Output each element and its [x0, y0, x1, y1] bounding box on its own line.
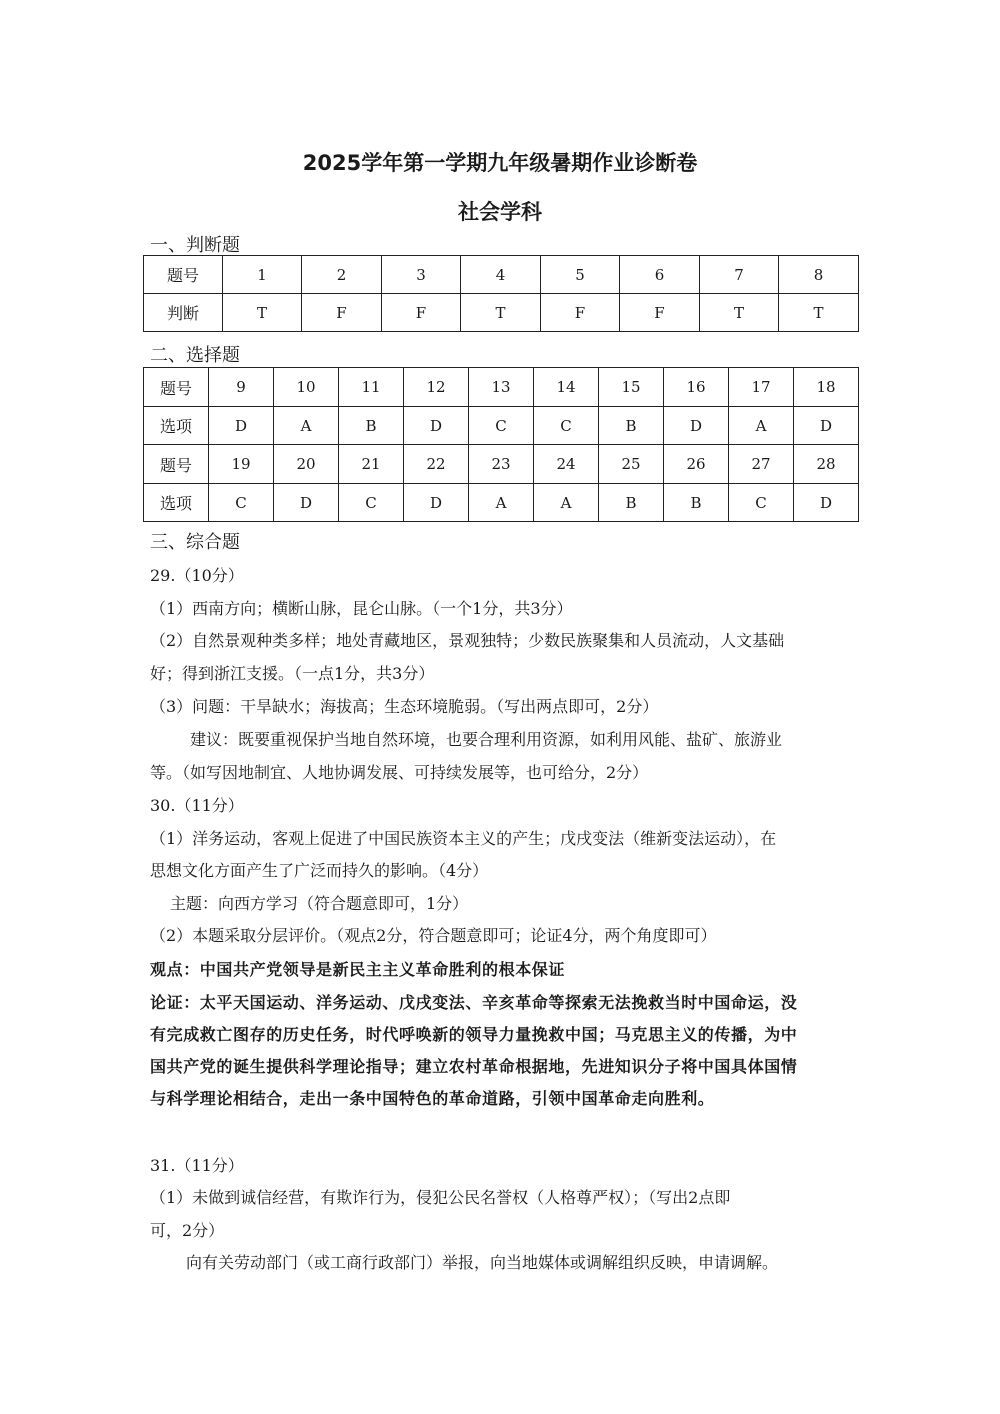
answer-cell: B — [599, 484, 664, 522]
viewpoint-line: 观点：中国共产党领导是新民主主义革命胜利的根本保证 — [150, 960, 566, 979]
answer-cell: T — [779, 294, 859, 332]
answer-cell: F — [620, 294, 700, 332]
question-number: 6 — [620, 256, 700, 294]
answer-cell: A — [274, 407, 339, 445]
answer-line: 等。（如写因地制宜、人地协调发展、可持续发展等，也可给分，2分） — [150, 763, 649, 782]
question-number: 21 — [339, 445, 404, 484]
argument-line: 与科学理论相结合，走出一条中国特色的革命道路，引领中国革命走向胜利。 — [150, 1089, 715, 1108]
q29-heading: 29.（10分） — [150, 566, 244, 585]
answer-cell: D — [664, 407, 729, 445]
answer-cell: F — [541, 294, 620, 332]
table-row — [144, 407, 859, 445]
question-number: 24 — [534, 445, 599, 484]
section-1-heading: 一、判断题 — [150, 235, 240, 256]
answer-cell: D — [404, 407, 469, 445]
row-label: 选项 — [144, 407, 209, 445]
question-number: 16 — [664, 368, 729, 407]
question-number: 5 — [541, 256, 620, 294]
question-number: 9 — [209, 368, 274, 407]
row-label: 判断 — [144, 294, 223, 332]
answer-line: 可，2分） — [150, 1221, 225, 1240]
question-number: 12 — [404, 368, 469, 407]
question-number: 22 — [404, 445, 469, 484]
question-number: 1 — [223, 256, 302, 294]
answer-line: （3）问题：干旱缺水；海拔高；生态环境脆弱。（写出两点即可，2分） — [150, 697, 659, 716]
table-row — [144, 445, 859, 484]
q30-heading: 30.（11分） — [150, 796, 244, 815]
question-number: 14 — [534, 368, 599, 407]
answer-cell: A — [729, 407, 794, 445]
question-number: 18 — [794, 368, 859, 407]
answer-cell: D — [404, 484, 469, 522]
answer-cell: A — [469, 484, 534, 522]
table-row — [144, 368, 859, 407]
answer-line: 向有关劳动部门（或工商行政部门）举报，向当地媒体或调解组织反映，申请调解。 — [186, 1253, 779, 1272]
answer-line: 建议：既要重视保护当地自然环境，也要合理利用资源，如利用风能、盐矿、旅游业 — [190, 730, 783, 749]
answer-cell: D — [209, 407, 274, 445]
answer-line: （2）本题采取分层评价。（观点2分，符合题意即可；论证4分，两个角度即可） — [150, 926, 717, 945]
page-title: 2025学年第一学期九年级暑期作业诊断卷 — [302, 151, 698, 175]
answer-cell: F — [302, 294, 382, 332]
table-row — [144, 294, 859, 332]
section-3-heading: 三、综合题 — [150, 532, 240, 553]
question-number: 3 — [382, 256, 461, 294]
answer-cell: C — [469, 407, 534, 445]
answer-line: 主题：向西方学习（符合题意即可，1分） — [170, 894, 469, 913]
argument-line: 国共产党的诞生提供科学理论指导；建立农村革命根据地，先进知识分子将中国具体国情 — [150, 1057, 798, 1076]
argument-line: 有完成救亡图存的历史任务，时代呼唤新的领导力量挽救中国；马克思主义的传播，为中 — [150, 1025, 798, 1044]
question-number: 27 — [729, 445, 794, 484]
answer-cell: C — [729, 484, 794, 522]
multiple-choice-table — [143, 367, 859, 522]
question-number: 26 — [664, 445, 729, 484]
question-number: 19 — [209, 445, 274, 484]
question-number: 13 — [469, 368, 534, 407]
question-number: 28 — [794, 445, 859, 484]
page-subtitle: 社会学科 — [458, 200, 542, 224]
answer-cell: C — [534, 407, 599, 445]
answer-cell: C — [209, 484, 274, 522]
answer-line: （1）洋务运动，客观上促进了中国民族资本主义的产生；戊戌变法（维新变法运动），在 — [150, 829, 777, 848]
argument-line: 论证：太平天国运动、洋务运动、戊戌变法、辛亥革命等探索无法挽救当时中国命运，没 — [150, 993, 798, 1012]
answer-cell: D — [794, 484, 859, 522]
answer-cell: B — [599, 407, 664, 445]
question-number: 20 — [274, 445, 339, 484]
answer-cell: B — [664, 484, 729, 522]
answer-cell: B — [339, 407, 404, 445]
section-2-heading: 二、选择题 — [150, 345, 240, 366]
question-number: 25 — [599, 445, 664, 484]
table-row — [144, 484, 859, 522]
answer-cell: D — [794, 407, 859, 445]
row-label: 选项 — [144, 484, 209, 522]
question-number: 23 — [469, 445, 534, 484]
answer-line: 好；得到浙江支援。（一点1分，共3分） — [150, 664, 435, 683]
row-label: 题号 — [144, 445, 209, 484]
true-false-table — [143, 255, 859, 332]
answer-line: （1）未做到诚信经营，有欺诈行为，侵犯公民名誉权（人格尊严权）；（写出2点即 — [150, 1188, 731, 1207]
row-label: 题号 — [144, 256, 223, 294]
question-number: 10 — [274, 368, 339, 407]
table-row — [144, 256, 859, 294]
answer-line: 思想文化方面产生了广泛而持久的影响。（4分） — [150, 861, 489, 880]
answer-cell: T — [223, 294, 302, 332]
answer-cell: C — [339, 484, 404, 522]
answer-cell: T — [700, 294, 779, 332]
question-number: 2 — [302, 256, 382, 294]
answer-cell: A — [534, 484, 599, 522]
question-number: 11 — [339, 368, 404, 407]
q31-heading: 31.（11分） — [150, 1156, 244, 1175]
question-number: 15 — [599, 368, 664, 407]
question-number: 8 — [779, 256, 859, 294]
answer-line: （1）西南方向；横断山脉，昆仑山脉。（一个1分，共3分） — [150, 599, 573, 618]
answer-cell: T — [461, 294, 541, 332]
answer-line: （2）自然景观种类多样；地处青藏地区，景观独特；少数民族聚集和人员流动，人文基础 — [150, 631, 785, 650]
question-number: 7 — [700, 256, 779, 294]
answer-cell: D — [274, 484, 339, 522]
row-label: 题号 — [144, 368, 209, 407]
answer-cell: F — [382, 294, 461, 332]
question-number: 4 — [461, 256, 541, 294]
question-number: 17 — [729, 368, 794, 407]
